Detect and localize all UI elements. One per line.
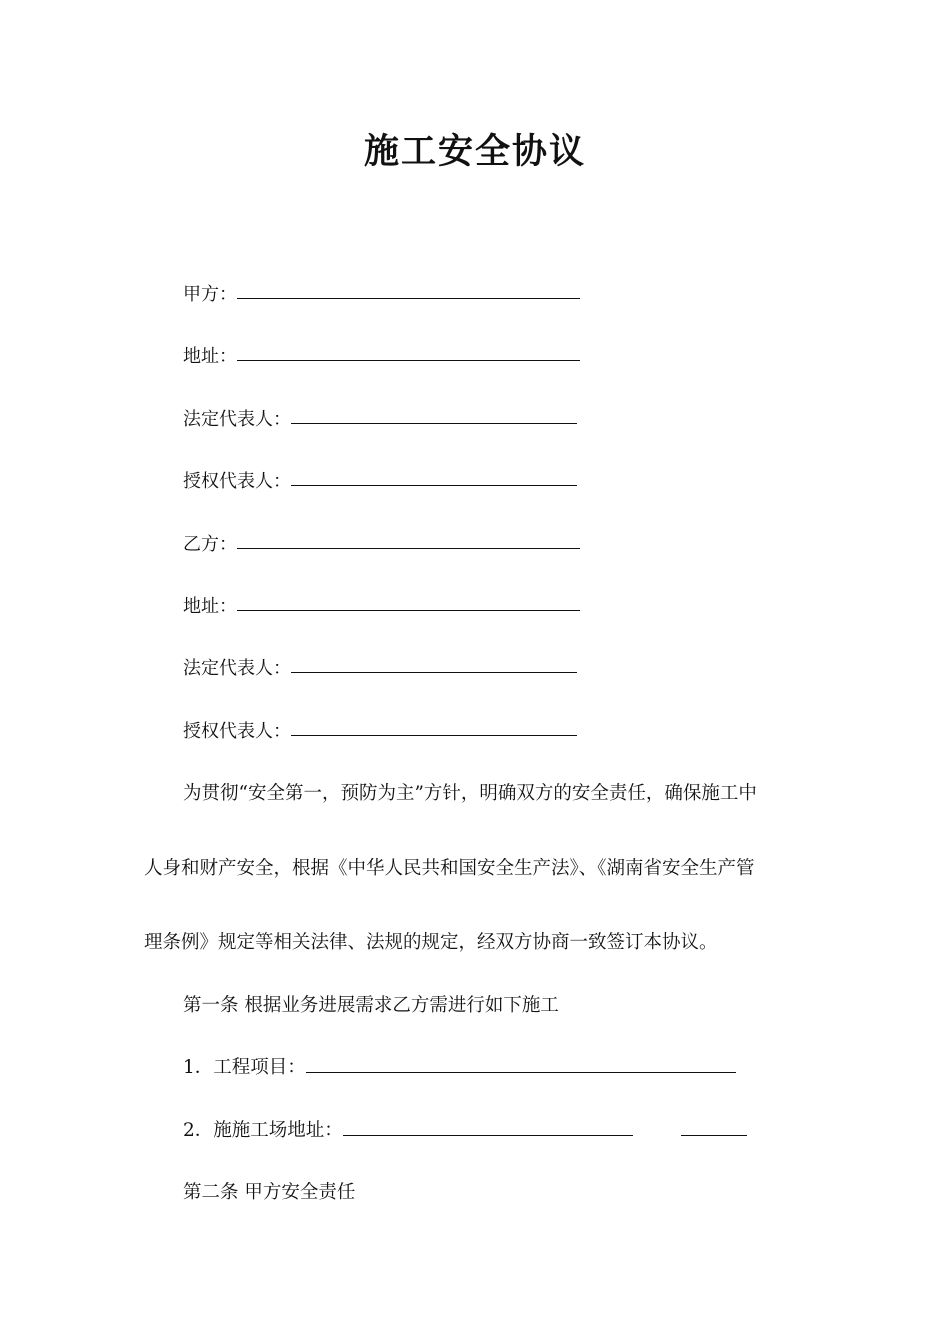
party-b-authorized-rep-field — [183, 719, 577, 745]
preamble-line-1: 为贯彻“安全第一，预防为主”方针，明确双方的安全责任，确保施工中 — [183, 783, 757, 804]
party-a-authorized-rep-field — [183, 469, 577, 495]
party-a-blank[interactable] — [237, 282, 580, 299]
party-b-label: 乙方： — [183, 534, 237, 555]
preamble-line-3: 理条例》规定等相关法律、法规的规定，经双方协商一致签订本协议。 — [144, 932, 718, 953]
item-2-blank-1[interactable] — [343, 1118, 633, 1136]
item-2-field — [183, 1118, 747, 1144]
party-a-field — [183, 282, 580, 308]
party-b-authorized-rep-label: 授权代表人： — [183, 721, 291, 742]
party-a-authorized-rep-label: 授权代表人： — [183, 471, 291, 492]
party-b-legal-rep-blank[interactable] — [291, 656, 577, 673]
party-a-authorized-rep-blank[interactable] — [291, 469, 577, 486]
party-a-legal-rep-field — [183, 407, 577, 433]
party-a-address-field — [183, 344, 580, 370]
party-b-blank[interactable] — [237, 532, 580, 549]
party-b-address-blank[interactable] — [237, 594, 580, 611]
party-a-address-blank[interactable] — [237, 344, 580, 361]
item-2-blank-2[interactable] — [681, 1118, 747, 1136]
party-a-address-label: 地址： — [183, 346, 237, 367]
party-b-address-field — [183, 594, 580, 620]
preamble-line-2: 人身和财产安全，根据《中华人民共和国安全生产法》、《湖南省安全生产管 — [144, 858, 755, 879]
party-b-legal-rep-label: 法定代表人： — [183, 658, 291, 679]
party-a-label: 甲方： — [183, 284, 237, 305]
party-a-legal-rep-label: 法定代表人： — [183, 409, 291, 430]
item-1-blank[interactable] — [306, 1055, 736, 1073]
item-1-field — [183, 1055, 736, 1081]
party-a-legal-rep-blank[interactable] — [291, 407, 577, 424]
item-1-label: 1．工程项目： — [183, 1057, 306, 1078]
article-1-heading: 第一条 根据业务进展需求乙方需进行如下施工 — [183, 995, 559, 1016]
document-title: 施工安全协议 — [363, 131, 586, 172]
party-b-field — [183, 532, 580, 558]
article-2-heading: 第二条 甲方安全责任 — [183, 1182, 356, 1203]
party-b-legal-rep-field — [183, 656, 577, 682]
party-b-address-label: 地址： — [183, 596, 237, 617]
party-b-authorized-rep-blank[interactable] — [291, 719, 577, 736]
item-2-label: 2．施施工场地址： — [183, 1120, 343, 1141]
